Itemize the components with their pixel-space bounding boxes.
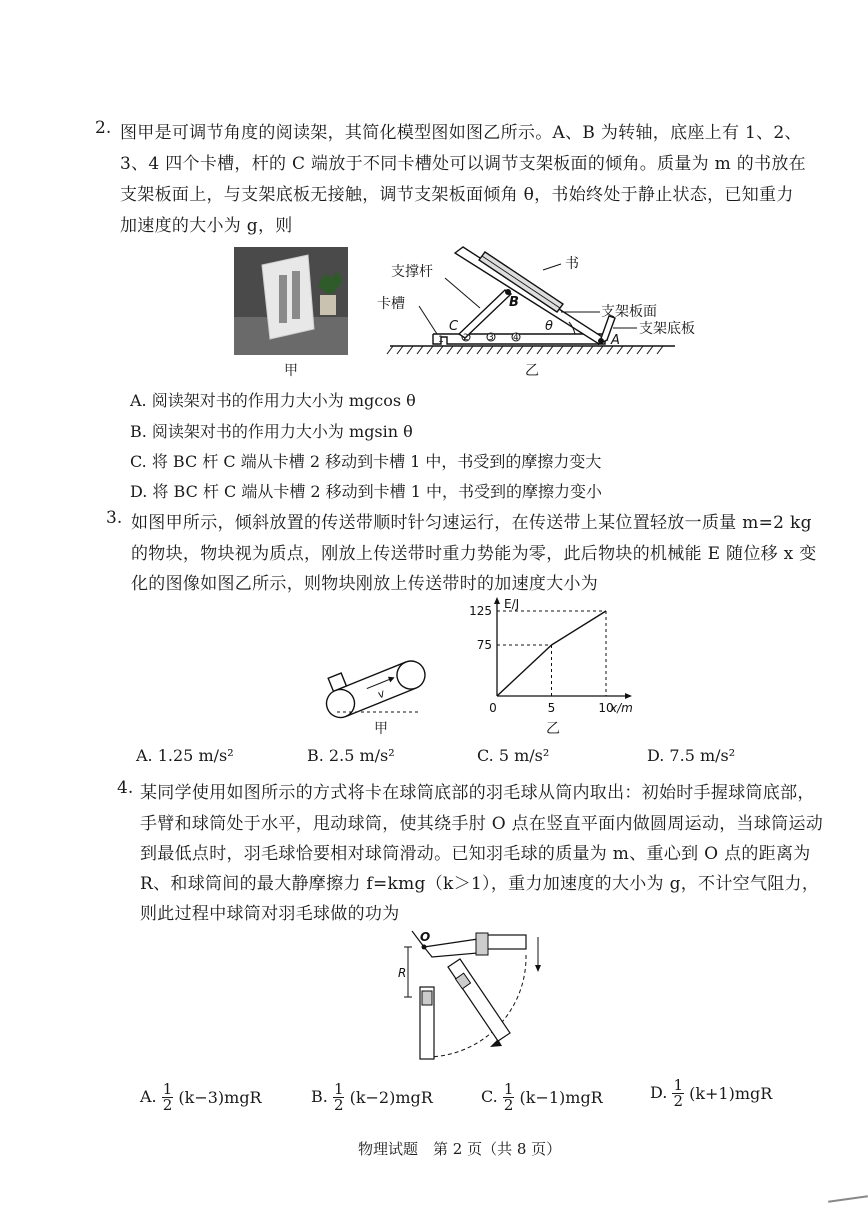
figure-caption-yi: 乙 (546, 721, 560, 737)
label-O: O (420, 930, 431, 944)
label-support-rod: 支撑杆 (391, 264, 433, 280)
label-slot: 卡槽 (377, 296, 405, 312)
option-expression: (k+1)mgR (689, 1084, 773, 1103)
option-b: B. 阅读架对书的作用力大小为 mgsin θ (130, 422, 413, 441)
series-line-segment (552, 611, 607, 645)
page-footer: 物理试题 第 2 页（共 8 页） (358, 1140, 562, 1158)
question-2-line: 支架板面上，与支架底板无接触，调节支架板面倾角 θ，书始终处于静止状态，已知重力 (120, 185, 794, 205)
energy-displacement-chart (460, 594, 640, 726)
figure-caption-yi: 乙 (525, 363, 539, 379)
y-tick-label: 125 (469, 604, 492, 618)
option-c (481, 1082, 603, 1113)
question-2-line: 图甲是可调节角度的阅读架，其简化模型图如图乙所示。A、B 为转轴，底座上有 1、2、 (120, 123, 802, 143)
figure-caption-jia: 甲 (284, 363, 298, 379)
fraction (672, 1078, 684, 1109)
series-line-segment (497, 645, 552, 696)
fraction (503, 1082, 515, 1113)
option-expression: (k−3)mgR (178, 1088, 262, 1107)
label-C: C (449, 319, 459, 334)
option-label: A. (140, 1087, 157, 1106)
label-base: 支架底板 (639, 321, 695, 337)
option-expression: (k−2)mgR (349, 1088, 433, 1107)
denominator: 2 (503, 1096, 514, 1114)
numerator: 1 (162, 1080, 173, 1098)
option-d (650, 1078, 772, 1109)
x-tick-label: 10 (598, 701, 614, 715)
option-c: C. 将 BC 杆 C 端从卡槽 2 移动到卡槽 1 中，书受到的摩擦力变大 (130, 452, 602, 471)
question-2-number: 2. (95, 118, 112, 138)
question-4-line: 则此过程中球筒对羽毛球做的功为 (140, 904, 400, 924)
x-tick-label: 5 (547, 701, 556, 715)
shuttlecock-tube-diagram (398, 925, 558, 1070)
question-4-line: 手臂和球筒处于水平，甩动球筒，使其绕手肘 O 点在竖直平面内做圆周运动，当球筒运动 (140, 814, 824, 834)
figure-caption-jia: 甲 (374, 721, 388, 737)
option-d: D. 将 BC 杆 C 端从卡槽 2 移动到卡槽 1 中，书受到的摩擦力变小 (130, 482, 603, 501)
option-b (311, 1082, 433, 1113)
slot-number: 4 (513, 333, 519, 343)
label-book: 书 (565, 256, 579, 272)
slot-number: 3 (488, 333, 494, 343)
x-axis-label: x/m (610, 701, 633, 715)
option-a: A. 阅读架对书的作用力大小为 mgcos θ (130, 391, 416, 410)
label-A: A (611, 333, 620, 348)
question-3-line: 如图甲所示，倾斜放置的传送带顺时针匀速运行，在传送带上某位置轻放一质量 m=2 kg (131, 513, 812, 533)
label-theta: θ (545, 319, 553, 334)
option-b: B. 2.5 m/s² (307, 746, 395, 765)
option-label: B. (311, 1087, 328, 1106)
slot-number: 1 (438, 335, 444, 345)
scan-mark (828, 1195, 868, 1203)
label-v: v (375, 686, 387, 702)
question-4-line: R、和球筒间的最大静摩擦力 f=kmg（k＞1），重力加速度的大小为 g，不计空气阻力， (140, 874, 820, 894)
label-B: B (509, 295, 519, 310)
question-2-line: 3、4 四个卡槽，杆的 C 端放于不同卡槽处可以调节支架板面的倾角。质量为 m 的书放在 (120, 154, 806, 174)
question-3-line: 的物块，物块视为质点，刚放上传送带时重力势能为零，此后物块的机械能 E 随位移 x 变 (131, 544, 817, 564)
option-d: D. 7.5 m/s² (647, 746, 736, 765)
question-4-line: 某同学使用如图所示的方式将卡在球筒底部的羽毛球从筒内取出：初始时手握球筒底部， (140, 783, 815, 803)
label-R: R (398, 966, 407, 980)
slot-number: 2 (463, 333, 469, 343)
question-2-line: 加速度的大小为 g，则 (120, 216, 293, 236)
reading-stand-photo-drawing (234, 247, 348, 355)
reading-stand-photo (234, 247, 348, 355)
denominator: 2 (673, 1092, 683, 1110)
question-3-number: 3. (106, 508, 123, 528)
y-tick-label: 75 (476, 638, 492, 652)
option-label: C. (481, 1087, 498, 1106)
denominator: 2 (162, 1096, 173, 1114)
numerator: 1 (503, 1080, 514, 1098)
numerator: 1 (333, 1080, 344, 1098)
option-a: A. 1.25 m/s² (136, 746, 234, 765)
option-label: D. (650, 1083, 668, 1102)
numerator: 1 (673, 1076, 683, 1094)
label-board: 支架板面 (601, 304, 657, 320)
question-4-line: 到最低点时，羽毛球恰要相对球筒滑动。已知羽毛球的质量为 m、重心到 O 点的距离为 (140, 844, 811, 864)
origin-label: 0 (489, 701, 497, 715)
conveyor-belt-diagram (312, 630, 432, 730)
y-axis-label: E/J (504, 597, 520, 611)
fraction (333, 1082, 345, 1113)
question-4-number: 4. (117, 778, 134, 798)
question-3-line: 化的图像如图乙所示，则物块刚放上传送带时的加速度大小为 (131, 574, 599, 594)
option-a (140, 1082, 262, 1113)
fraction (162, 1082, 174, 1113)
option-expression: (k−1)mgR (519, 1088, 603, 1107)
option-c: C. 5 m/s² (477, 746, 550, 765)
denominator: 2 (333, 1096, 344, 1114)
